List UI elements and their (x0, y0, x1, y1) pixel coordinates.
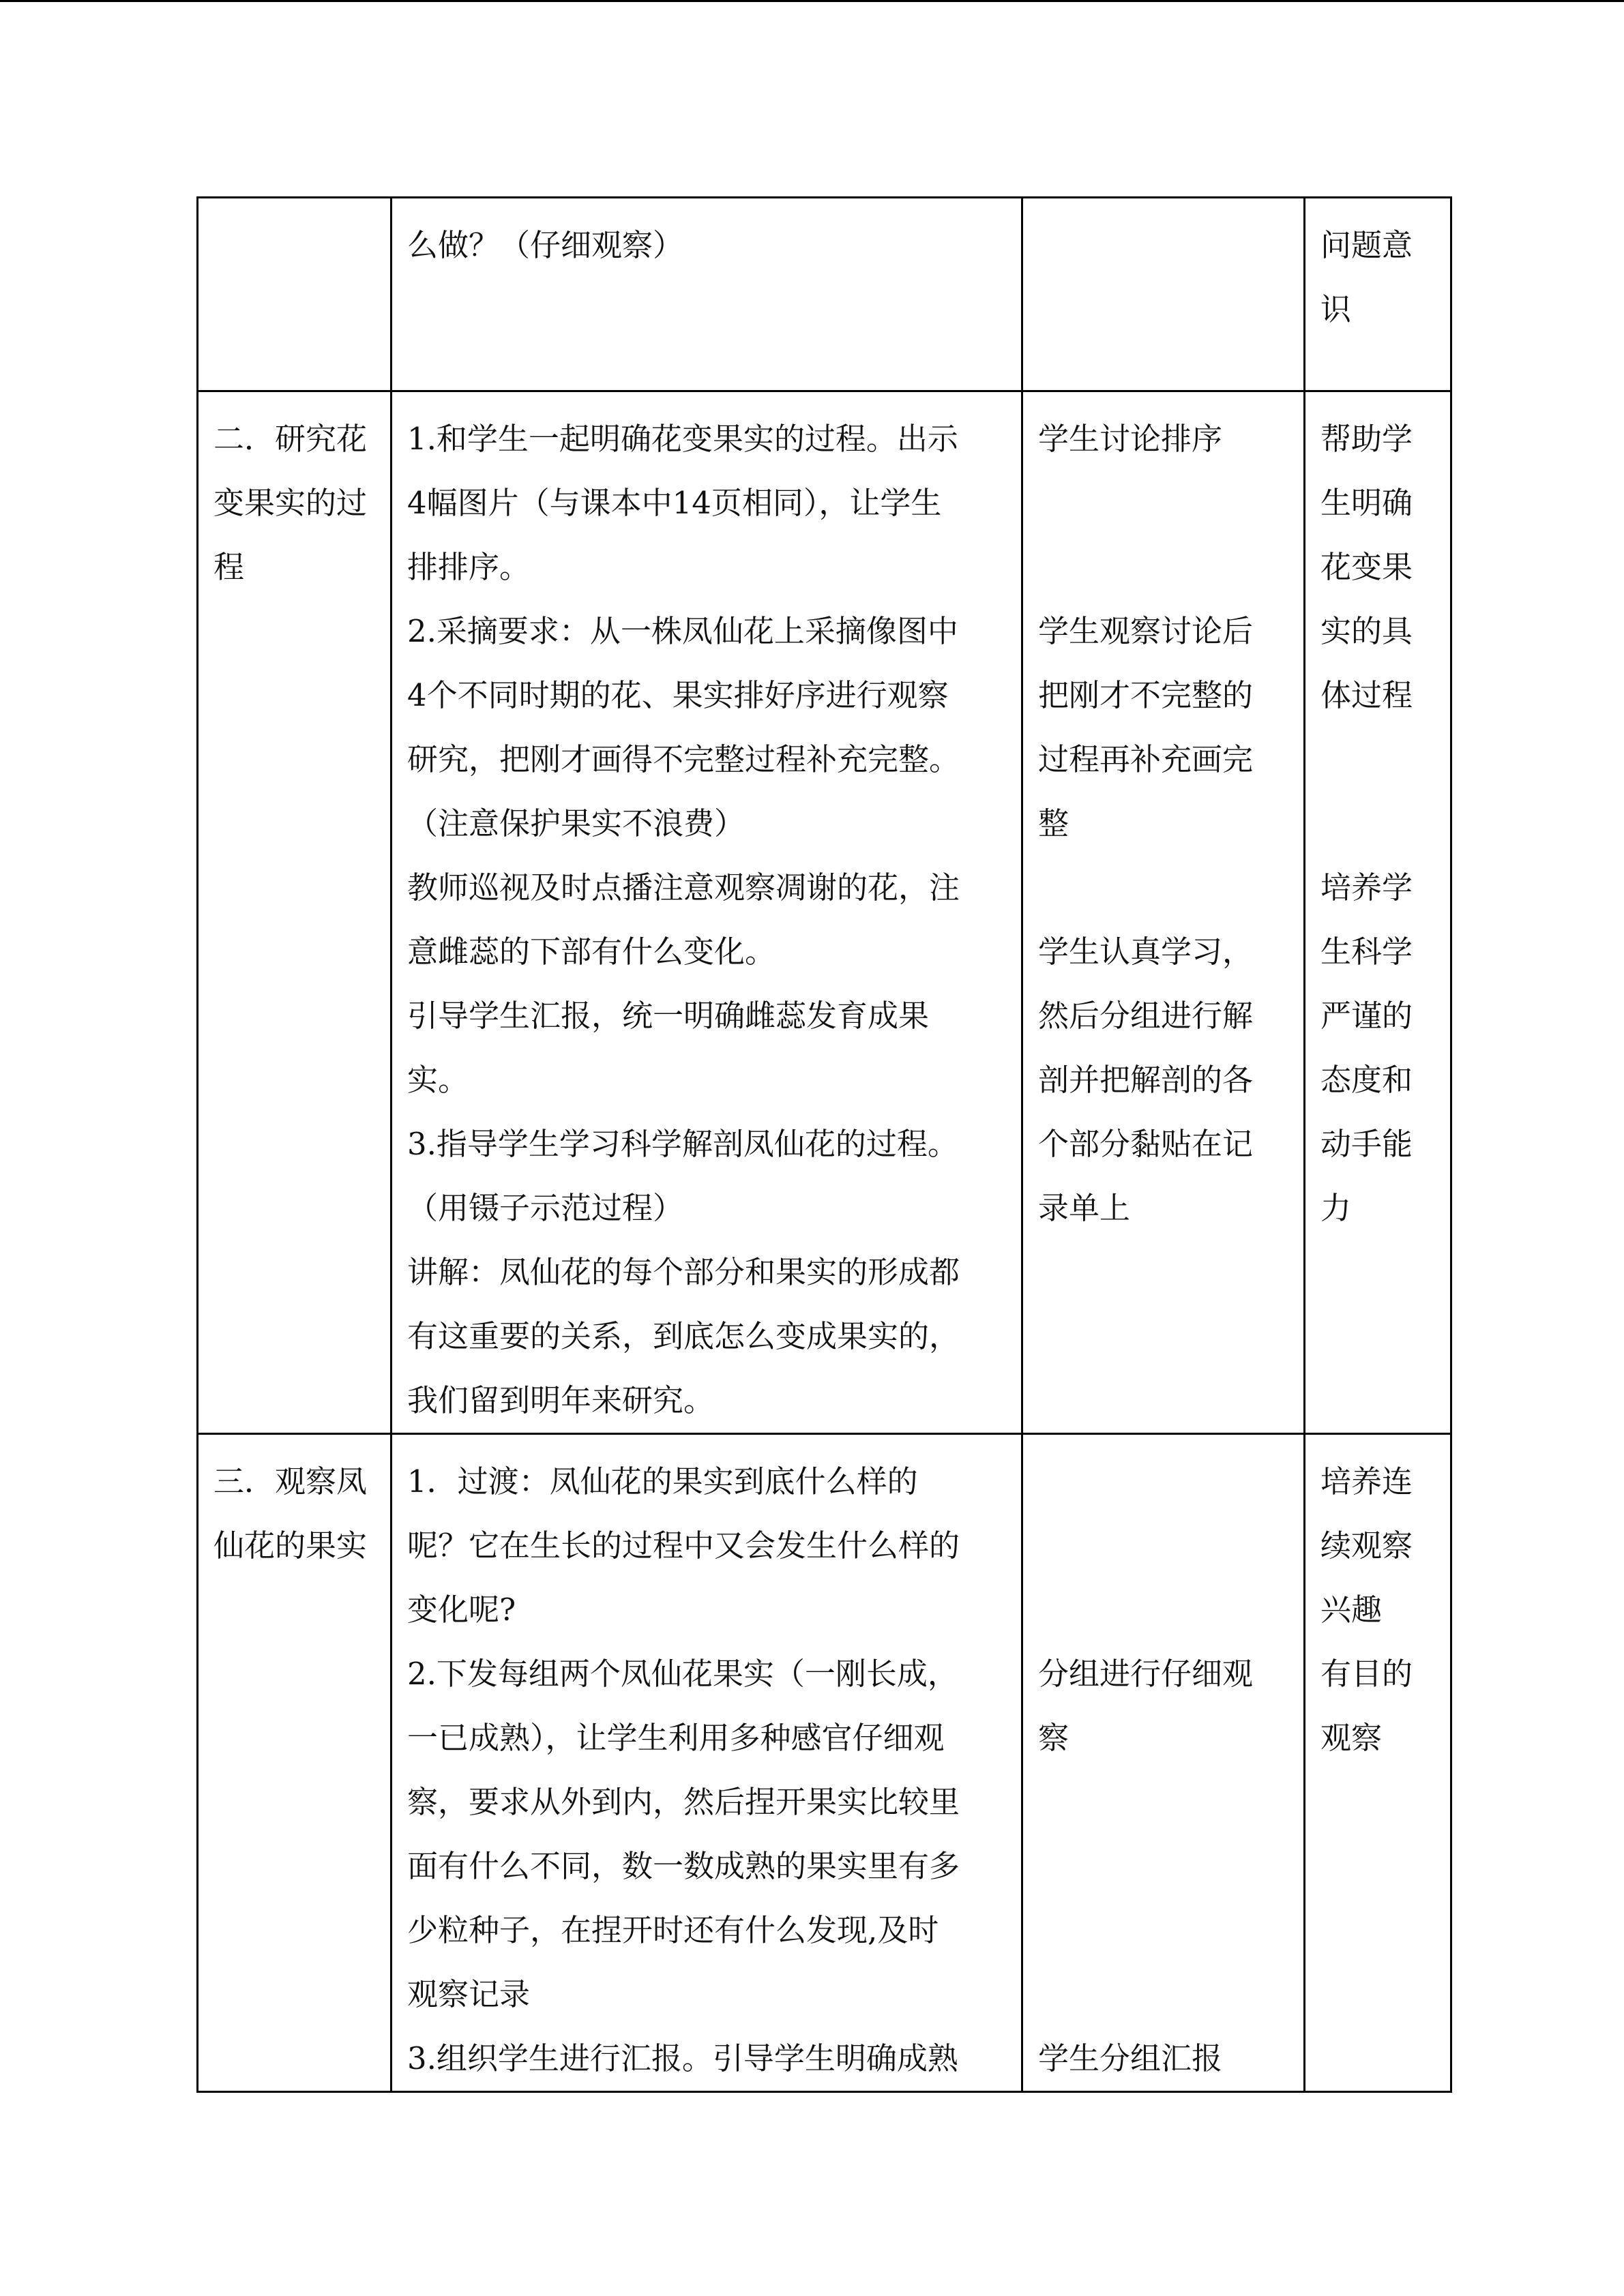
text-line: 呢？它在生长的过程中又会发生什么样的 (407, 1527, 960, 1564)
text-line: 续观察 (1320, 1527, 1413, 1564)
text-line: 观察 (1320, 1720, 1383, 1756)
teacher-activity-cell (392, 1434, 1022, 2092)
text-line: 生明确 (1320, 485, 1413, 521)
text-line: 过程再补充画完 (1038, 741, 1254, 777)
text-line: 仙花的果实 (213, 1527, 368, 1564)
text-line: 态度和 (1320, 1062, 1413, 1098)
text-line: 录单上 (1038, 1190, 1131, 1226)
text-line: 变果实的过 (213, 485, 368, 521)
text-line: 体过程 (1320, 677, 1413, 713)
text-line: 观察记录 (407, 1976, 531, 2012)
text-line: 剖并把解剖的各 (1038, 1062, 1254, 1098)
text-line: 学生观察讨论后 (1038, 613, 1254, 649)
text-line: 个部分黏贴在记 (1038, 1126, 1254, 1162)
text-line: 力 (1320, 1190, 1352, 1226)
text-line: 学生认真学习， (1038, 934, 1254, 970)
text-line: 教师巡视及时点播注意观察凋谢的花，注 (407, 869, 960, 906)
text-line: 帮助学 (1320, 421, 1413, 457)
text-line: 有这重要的关系，到底怎么变成果实的， (407, 1318, 960, 1354)
stage-cell (198, 1434, 392, 2092)
text-line: 实的具 (1320, 613, 1413, 649)
table-row (198, 391, 1451, 1434)
text-line: （用镊子示范过程） (407, 1190, 684, 1226)
text-line: 面有什么不同，数一数成熟的果实里有多 (407, 1848, 960, 1884)
text-line: 分组进行仔细观 (1038, 1656, 1254, 1692)
text-line: 培养学 (1320, 869, 1413, 906)
text-line: 然后分组进行解 (1038, 998, 1254, 1034)
text-line: 严谨的 (1320, 998, 1413, 1034)
text-line: 研究，把刚才画得不完整过程补充完整。 (407, 741, 960, 777)
text-line: 察 (1038, 1720, 1069, 1756)
text-line: 引导学生汇报，统一明确雌蕊发育成果 (407, 998, 930, 1034)
text-line: 少粒种子，在捏开时还有什么发现,及时 (407, 1912, 939, 1948)
design-intent-cell (1305, 1434, 1451, 2092)
text-line: 4幅图片（与课本中14页相同），让学生 (407, 485, 942, 521)
student-activity-cell (1022, 391, 1305, 1434)
table-row (198, 198, 1451, 391)
text-line: 问题意 (1320, 227, 1413, 263)
page-top-border (0, 0, 1624, 2)
text-line: （注意保护果实不浪费） (407, 805, 745, 841)
text-line: 花变果 (1320, 549, 1413, 585)
text-line: 3.指导学生学习科学解剖凤仙花的过程。 (407, 1126, 958, 1162)
text-line: 一已成熟），让学生利用多种感官仔细观 (407, 1720, 945, 1756)
text-line: 学生讨论排序 (1038, 421, 1223, 457)
text-line: 变化呢? (407, 1592, 516, 1628)
table-row (198, 1434, 1451, 2092)
text-line: 2.采摘要求：从一株凤仙花上采摘像图中 (407, 613, 958, 649)
text-line: 1．过渡：凤仙花的果实到底什么样的 (407, 1463, 918, 1500)
text-line: 生科学 (1320, 934, 1413, 970)
text-line: 三．观察凤 (213, 1463, 368, 1500)
teacher-activity-cell (392, 391, 1022, 1434)
student-activity-cell (1022, 1434, 1305, 2092)
text-line: 意雌蕊的下部有什么变化。 (407, 934, 776, 970)
text-line: 程 (213, 549, 245, 585)
design-intent-cell (1305, 198, 1451, 391)
text-line: 识 (1320, 291, 1352, 327)
text-line: 二．研究花 (213, 421, 368, 457)
text-line: 察，要求从外到内，然后捏开果实比较里 (407, 1784, 960, 1820)
text-line: 么做？（仔细观察） (407, 227, 684, 263)
text-line: 排排序。 (407, 549, 531, 585)
design-intent-cell (1305, 391, 1451, 1434)
text-line: 把刚才不完整的 (1038, 677, 1254, 713)
stage-cell (198, 198, 392, 391)
stage-cell (198, 391, 392, 1434)
text-line: 学生分组汇报 (1038, 2040, 1223, 2076)
text-line: 1.和学生一起明确花变果实的过程。出示 (407, 421, 958, 457)
text-line: 3.组织学生进行汇报。引导学生明确成熟 (407, 2040, 958, 2076)
text-line: 培养连 (1320, 1463, 1413, 1500)
text-line: 2.下发每组两个凤仙花果实（一刚长成， (407, 1656, 958, 1692)
teacher-activity-cell (392, 198, 1022, 391)
text-line: 讲解：凤仙花的每个部分和果实的形成都 (407, 1254, 960, 1290)
student-activity-cell (1022, 198, 1305, 391)
text-line: 我们留到明年来研究。 (407, 1382, 715, 1418)
lesson-plan-table (196, 196, 1452, 2093)
text-line: 动手能 (1320, 1126, 1413, 1162)
text-line: 兴趣 (1320, 1592, 1383, 1628)
text-line: 实。 (407, 1062, 469, 1098)
text-line: 有目的 (1320, 1656, 1413, 1692)
text-line: 4个不同时期的花、果实排好序进行观察 (407, 677, 949, 713)
text-line: 整 (1038, 805, 1069, 841)
